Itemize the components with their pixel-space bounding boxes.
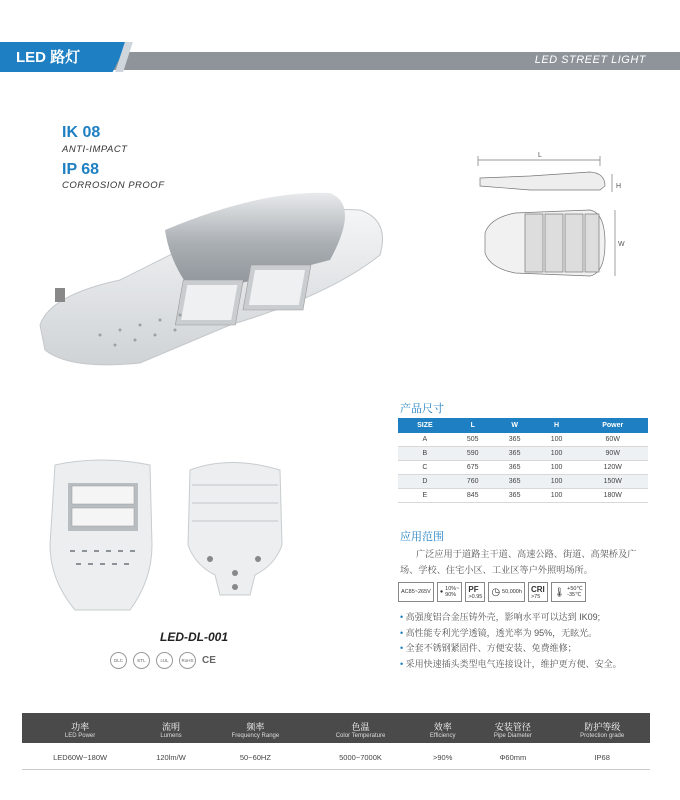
pf-label: PF [468,584,479,594]
list-item: • 高性能专利光学透镜，透光率为 95%，无眩光。 [400,626,660,642]
dim-height-label: H [616,183,622,190]
table-row [398,475,648,489]
street-light-main-image [30,185,390,375]
dlc-logo: DLC [110,652,127,669]
cell: 675 [452,461,494,475]
feature-icons-row [398,582,648,602]
voltage-icon [398,582,434,602]
humidity-max: 90% [445,592,457,598]
cell: B [398,447,452,461]
size-table [398,418,648,503]
cri-value: >75 [530,593,541,600]
ik-label: ANTI-IMPACT [62,144,128,155]
cell: 120lm/W [138,745,204,770]
ip-label: CORROSION PROOF [62,180,165,191]
ip-rating: IP 68 [62,161,100,178]
cell: 760 [452,475,494,489]
col-l: L [452,418,494,433]
cri-label: CRI [530,584,545,594]
cell: >90% [414,745,471,770]
cell: Φ60mm [471,745,554,770]
cell: 845 [452,489,494,503]
power-factor-icon [465,582,485,602]
size-section-title: 产品尺寸 [400,403,444,415]
cell: 90W [577,447,648,461]
temperature-icon: 🌡 +50℃ -35℃ [551,582,586,602]
application-section-title: 应用范围 [400,531,444,543]
street-light-back-image [180,455,290,605]
cell: 365 [494,433,536,447]
ce-logo: CE [202,655,216,666]
cell: 50~60HZ [204,745,307,770]
dimension-diagram [470,148,640,298]
features-list [400,610,660,672]
col-h: H [536,418,578,433]
cert-logos [110,652,216,669]
cell: 60W [577,433,648,447]
spec-col-protection: 防护等级 Protection grade [580,721,625,739]
spec-col-power: 功率 LED Power [64,721,96,739]
cell: 505 [452,433,494,447]
cell: 100 [536,475,578,489]
rohs-logo: RoHS [179,652,196,669]
dim-width-label: W [618,241,625,248]
cell: 100 [536,433,578,447]
spec-col-pipe: 安装管径 Pipe Diameter [493,721,532,739]
cul-logo: cUL [156,652,173,669]
humidity-icon: ● 10%~ 90% [437,582,463,602]
dim-length-label: L [538,152,542,159]
list-item: • 全套不锈钢紧固件、方便安装、免费维修； [400,641,660,657]
spec-col-frequency: 频率 Frequency Range [231,721,280,739]
cell: 100 [536,461,578,475]
cell: 150W [577,475,648,489]
application-text: 广泛应用于道路主干道、高速公路、街道、高架桥及广场、学校、住宅小区、工业区等户外照明场所。 [400,549,637,575]
cell: 590 [452,447,494,461]
lifetime-clock-icon: ◷ 50,000h [488,582,525,602]
cell: 100 [536,489,578,503]
cell: 5000~7000K [307,745,414,770]
page-title: LED 路灯 [16,49,81,66]
col-power: Power [577,418,648,433]
humidity-min: 10%~ [445,586,460,592]
cell: LED60W~180W [22,745,138,770]
table-row [398,433,648,447]
cell: C [398,461,452,475]
cell: 365 [494,489,536,503]
spec-col-efficiency: 效率 Efficiency [429,721,456,739]
cell: D [398,475,452,489]
cell: 365 [494,461,536,475]
cell: 365 [494,447,536,461]
cell: A [398,433,452,447]
voltage-value: AC85~265V [401,589,431,595]
cell: 365 [494,475,536,489]
table-row [398,447,648,461]
spec-col-color-temp: 色温 Color Temperature [335,721,386,739]
spec-col-lumens: 流明 Lumens [160,721,182,739]
list-item: • 采用快速插头类型电气连接设计，维护更方便、安全。 [400,657,660,673]
model-number: LED-DL-001 [160,630,229,644]
table-row [398,489,648,503]
etl-logo: ETL [133,652,150,669]
list-item: • 高强度铝合金压铸外壳，影响水平可以达到 IK09; [400,610,660,626]
cell: IP68 [554,745,650,770]
cell: E [398,489,452,503]
pf-value: >0.95 [468,593,483,600]
temp-min: -35℃ [567,592,582,598]
page-subtitle: LED STREET LIGHT [534,54,646,66]
cri-icon [528,582,548,602]
spec-table [22,713,650,770]
table-row [398,461,648,475]
col-w: W [494,418,536,433]
cell: 100 [536,447,578,461]
col-size: SIZE [398,418,452,433]
lifetime-value: 50,000h [502,589,522,595]
cell: 120W [577,461,648,475]
temp-max: +50℃ [567,586,583,592]
cell: 180W [577,489,648,503]
ik-rating: IK 08 [62,124,101,141]
table-row [22,745,650,770]
street-light-front-image [40,455,165,615]
